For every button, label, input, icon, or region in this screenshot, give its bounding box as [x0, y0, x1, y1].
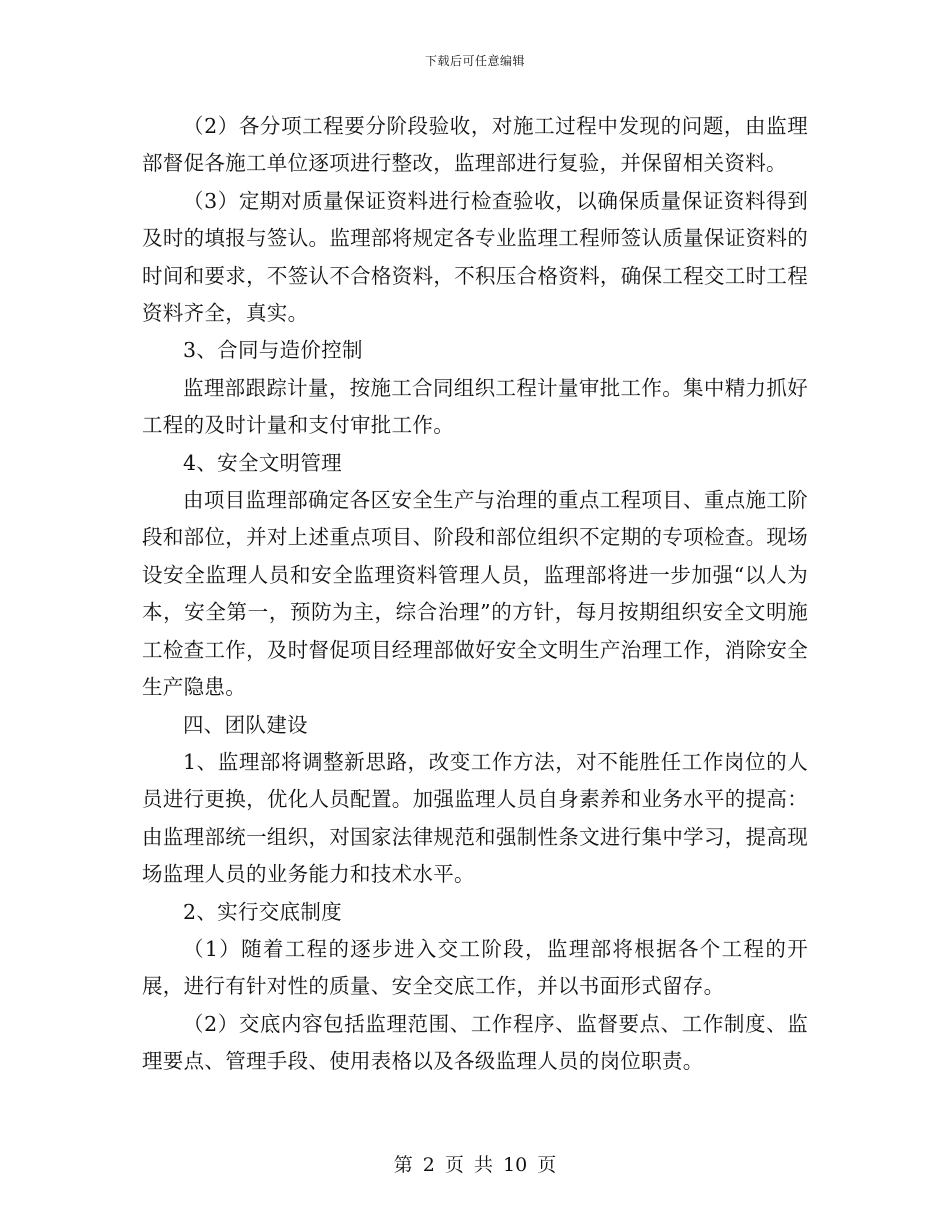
section-heading-briefing: 2、实行交底制度: [183, 899, 342, 924]
paragraph-briefing-1: （1）随着工程的逐步进入交工阶段，监理部将根据各个工程的开展，进行有针对性的质量、安全交底工作，并以书面形式留存。: [142, 936, 808, 999]
document-body: [142, 108, 808, 1081]
section-heading-contract-cost: 3、合同与造价控制: [183, 338, 363, 363]
page-header-note: 下载后可任意编辑: [424, 54, 525, 68]
section-heading-safety: 4、安全文明管理: [183, 450, 342, 475]
paragraph-contract-cost: 监理部跟踪计量，按施工合同组织工程计量审批工作。集中精力抓好工程的及时计量和支付审批工作。: [142, 375, 808, 438]
paragraph-team-1: 1、监理部将调整新思路，改变工作方法，对不能胜任工作岗位的人员进行更换，优化人员配置。加强监理人员自身素养和业务水平的提高：由监理部统一组织，对国家法律规范和强制性条文进行集中学习，提高现场监理人员的业务能力和技术水平。: [142, 749, 808, 887]
paragraph-quality-acceptance-2: （2）各分项工程要分阶段验收，对施工过程中发现的问题，由监理部督促各施工单位逐项进行整改，监理部进行复验，并保留相关资料。: [142, 114, 808, 176]
paragraph-safety: 由项目监理部确定各区安全生产与治理的重点工程项目、重点施工阶段和部位，并对上述重点项目、阶段和部位组织不定期的专项检查。现场设安全监理人员和安全监理资料管理人员，监理部将进一步加强“以人为本，安全第一，预防为主，综合治理”的方针，每月按期组织安全文明施工检查工作，及时督促项目经理部做好安全文明生产治理工作，消除安全生产隐患。: [142, 488, 808, 700]
page-number: 第 2 页 共 10 页: [393, 1154, 557, 1176]
paragraph-quality-acceptance-3: （3）定期对质量保证资料进行检查验收，以确保质量保证资料得到及时的填报与签认。监理部将规定各专业监理工程师签认质量保证资料的时间和要求，不签认不合格资料，不积压合格资料，确保工程交工时工程资料齐全，真实。: [142, 188, 808, 326]
section-heading-team: 四、团队建设: [183, 712, 308, 737]
paragraph-briefing-2: （2）交底内容包括监理范围、工作程序、监督要点、工作制度、监理要点、管理手段、使用表格以及各级监理人员的岗位职责。: [142, 1011, 808, 1074]
